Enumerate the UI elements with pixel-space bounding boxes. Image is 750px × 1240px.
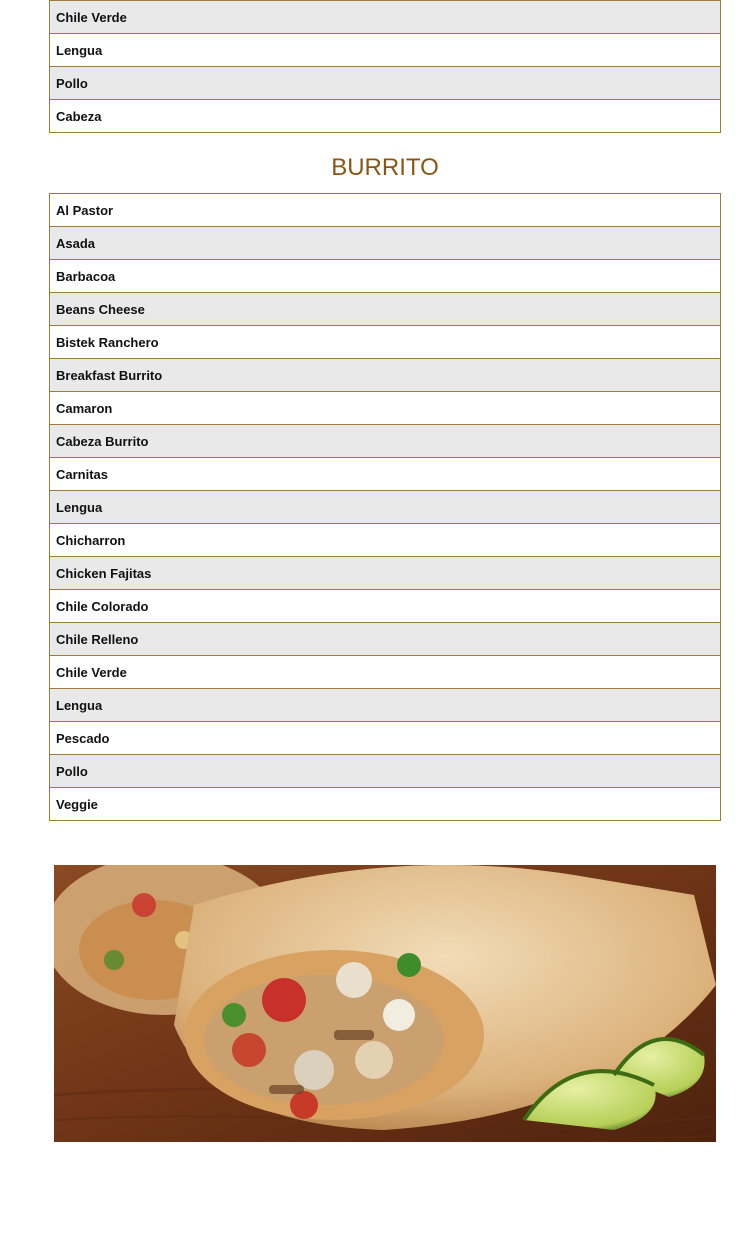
menu-row[interactable] [50, 194, 721, 227]
menu-row[interactable] [50, 260, 721, 293]
menu-item-label[interactable]: Cabeza Burrito [50, 425, 721, 458]
previous-menu-table [49, 0, 721, 133]
menu-row[interactable] [50, 656, 721, 689]
menu-item-label[interactable]: Pollo [50, 67, 721, 100]
menu-row[interactable] [50, 425, 721, 458]
menu-item-label[interactable]: Lengua [50, 491, 721, 524]
menu-row[interactable] [50, 34, 721, 67]
burrito-menu-table [49, 193, 721, 821]
menu-row[interactable] [50, 392, 721, 425]
menu-item-label[interactable]: Chicken Fajitas [50, 557, 721, 590]
menu-item-label[interactable]: Al Pastor [50, 194, 721, 227]
menu-row[interactable] [50, 557, 721, 590]
menu-item-label[interactable]: Carnitas [50, 458, 721, 491]
menu-row[interactable] [50, 227, 721, 260]
menu-item-label[interactable]: Asada [50, 227, 721, 260]
burrito-section-heading: BURRITO [331, 154, 439, 181]
menu-item-label[interactable]: Chile Colorado [50, 590, 721, 623]
menu-row[interactable] [50, 326, 721, 359]
menu-item-label[interactable]: Pollo [50, 755, 721, 788]
menu-row[interactable] [50, 293, 721, 326]
menu-row[interactable] [50, 491, 721, 524]
menu-item-label[interactable]: Chile Verde [50, 656, 721, 689]
menu-item-label[interactable]: Barbacoa [50, 260, 721, 293]
menu-row[interactable] [50, 524, 721, 557]
menu-item-label[interactable]: Lengua [50, 34, 721, 67]
menu-item-label[interactable]: Veggie [50, 788, 721, 821]
menu-row[interactable] [50, 590, 721, 623]
menu-item-label[interactable]: Chile Verde [50, 1, 721, 34]
menu-item-label[interactable]: Beans Cheese [50, 293, 721, 326]
menu-item-label[interactable]: Lengua [50, 689, 721, 722]
menu-row[interactable] [50, 100, 721, 133]
menu-item-label[interactable]: Bistek Ranchero [50, 326, 721, 359]
menu-item-label[interactable]: Camaron [50, 392, 721, 425]
menu-row[interactable] [50, 623, 721, 656]
burrito-photo [54, 865, 716, 1142]
menu-row[interactable] [50, 1, 721, 34]
menu-item-label[interactable]: Chile Relleno [50, 623, 721, 656]
menu-row[interactable] [50, 458, 721, 491]
menu-item-label[interactable]: Cabeza [50, 100, 721, 133]
menu-item-label[interactable]: Pescado [50, 722, 721, 755]
menu-row[interactable] [50, 67, 721, 100]
menu-item-label[interactable]: Breakfast Burrito [50, 359, 721, 392]
menu-row[interactable] [50, 722, 721, 755]
menu-row[interactable] [50, 755, 721, 788]
menu-item-label[interactable]: Chicharron [50, 524, 721, 557]
menu-row[interactable] [50, 689, 721, 722]
menu-row[interactable] [50, 788, 721, 821]
menu-row[interactable] [50, 359, 721, 392]
